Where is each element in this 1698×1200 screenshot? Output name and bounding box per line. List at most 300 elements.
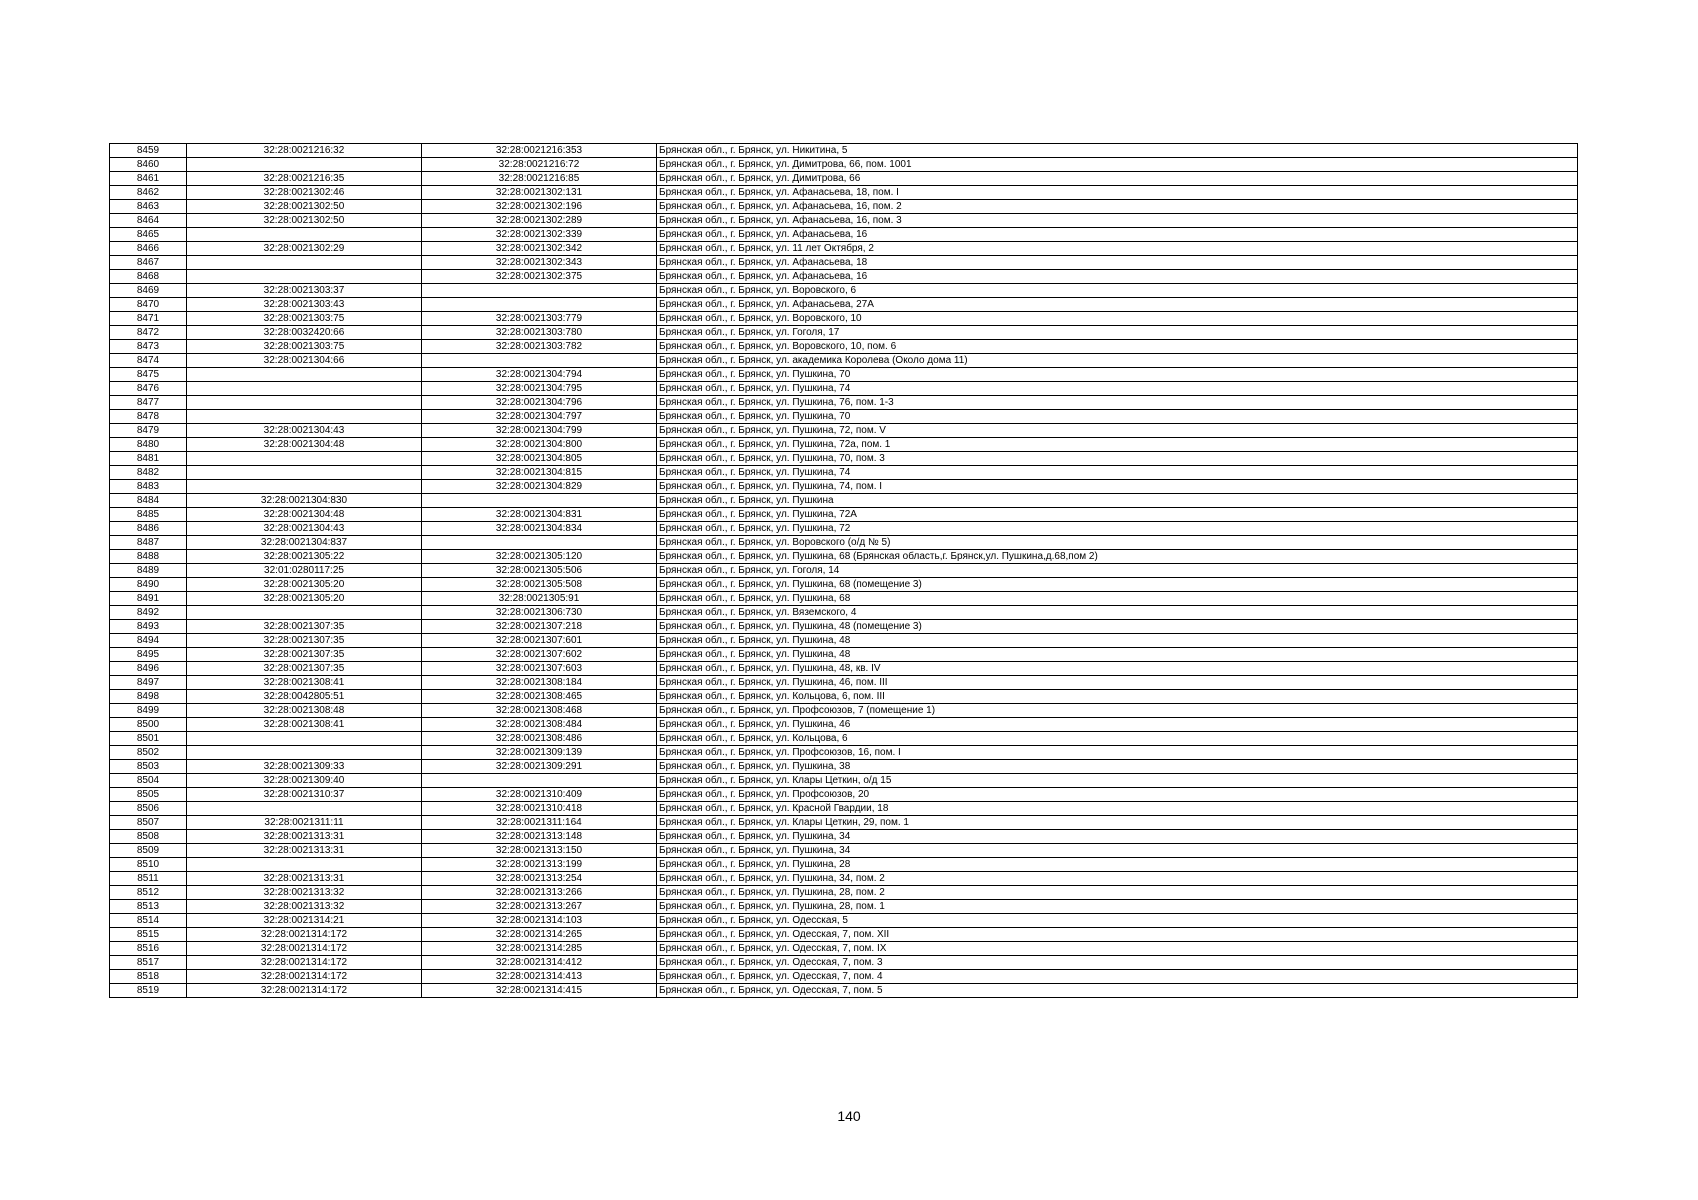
row-number-cell: 8463 [110,200,187,214]
table-row [110,662,1578,676]
table-row [110,886,1578,900]
address-cell: Брянская обл., г. Брянск, ул. Одесская, 7, пом. 3 [657,956,1578,970]
object-cadastral-number-cell: 32:28:0021216:72 [422,158,657,172]
row-number-cell: 8516 [110,942,187,956]
table-row [110,368,1578,382]
land-cadastral-number-cell: 32:28:0021309:40 [187,774,422,788]
address-cell: Брянская обл., г. Брянск, ул. Пушкина, 68 (Брянская область,г. Брянск,ул. Пушкина,д.68,пом 2) [657,550,1578,564]
object-cadastral-number-cell: 32:28:0021305:120 [422,550,657,564]
address-cell: Брянская обл., г. Брянск, ул. 11 лет Октября, 2 [657,242,1578,256]
object-cadastral-number-cell: 32:28:0021314:415 [422,984,657,998]
land-cadastral-number-cell: 32:28:0021304:48 [187,508,422,522]
land-cadastral-number-cell: 32:28:0021307:35 [187,634,422,648]
object-cadastral-number-cell: 32:28:0021302:196 [422,200,657,214]
table-row [110,382,1578,396]
land-cadastral-number-cell [187,858,422,872]
object-cadastral-number-cell [422,494,657,508]
table-row [110,424,1578,438]
object-cadastral-number-cell: 32:28:0021302:131 [422,186,657,200]
row-number-cell: 8459 [110,144,187,158]
table-row [110,326,1578,340]
row-number-cell: 8476 [110,382,187,396]
object-cadastral-number-cell: 32:28:0021304:815 [422,466,657,480]
row-number-cell: 8512 [110,886,187,900]
land-cadastral-number-cell: 32:28:0021314:172 [187,942,422,956]
row-number-cell: 8482 [110,466,187,480]
row-number-cell: 8478 [110,410,187,424]
row-number-cell: 8508 [110,830,187,844]
object-cadastral-number-cell: 32:28:0021314:413 [422,970,657,984]
land-cadastral-number-cell: 32:28:0021314:172 [187,970,422,984]
address-cell: Брянская обл., г. Брянск, ул. Одесская, 5 [657,914,1578,928]
address-cell: Брянская обл., г. Брянск, ул. академика Королева (Около дома 11) [657,354,1578,368]
object-cadastral-number-cell: 32:28:0021304:834 [422,522,657,536]
land-cadastral-number-cell [187,606,422,620]
object-cadastral-number-cell: 32:28:0021311:164 [422,816,657,830]
object-cadastral-number-cell: 32:28:0021310:409 [422,788,657,802]
address-cell: Брянская обл., г. Брянск, ул. Пушкина, 28, пом. 1 [657,900,1578,914]
address-cell: Брянская обл., г. Брянск, ул. Клары Цеткин, о/д 15 [657,774,1578,788]
table-row [110,480,1578,494]
object-cadastral-number-cell: 32:28:0021309:291 [422,760,657,774]
land-cadastral-number-cell: 32:28:0021310:37 [187,788,422,802]
row-number-cell: 8491 [110,592,187,606]
row-number-cell: 8473 [110,340,187,354]
land-cadastral-number-cell: 32:28:0021305:20 [187,578,422,592]
row-number-cell: 8465 [110,228,187,242]
object-cadastral-number-cell: 32:28:0021304:796 [422,396,657,410]
row-number-cell: 8504 [110,774,187,788]
land-cadastral-number-cell: 32:28:0021304:830 [187,494,422,508]
row-number-cell: 8474 [110,354,187,368]
object-cadastral-number-cell: 32:28:0021302:342 [422,242,657,256]
object-cadastral-number-cell: 32:28:0021308:486 [422,732,657,746]
table-row [110,648,1578,662]
row-number-cell: 8517 [110,956,187,970]
table-row [110,760,1578,774]
object-cadastral-number-cell: 32:28:0021302:289 [422,214,657,228]
land-cadastral-number-cell: 32:28:0021216:35 [187,172,422,186]
land-cadastral-number-cell [187,256,422,270]
object-cadastral-number-cell: 32:28:0021309:139 [422,746,657,760]
land-cadastral-number-cell: 32:28:0021305:20 [187,592,422,606]
object-cadastral-number-cell: 32:28:0021314:285 [422,942,657,956]
address-cell: Брянская обл., г. Брянск, ул. Пушкина, 68 (помещение 3) [657,578,1578,592]
table-row [110,872,1578,886]
row-number-cell: 8464 [110,214,187,228]
land-cadastral-number-cell: 32:28:0021308:41 [187,718,422,732]
land-cadastral-number-cell [187,732,422,746]
table-row [110,452,1578,466]
object-cadastral-number-cell [422,298,657,312]
row-number-cell: 8470 [110,298,187,312]
address-cell: Брянская обл., г. Брянск, ул. Пушкина, 72 [657,522,1578,536]
row-number-cell: 8492 [110,606,187,620]
address-cell: Брянская обл., г. Брянск, ул. Пушкина [657,494,1578,508]
address-cell: Брянская обл., г. Брянск, ул. Пушкина, 70, пом. 3 [657,452,1578,466]
table-row [110,256,1578,270]
address-cell: Брянская обл., г. Брянск, ул. Пушкина, 72А [657,508,1578,522]
table-row [110,494,1578,508]
object-cadastral-number-cell: 32:28:0021303:782 [422,340,657,354]
address-cell: Брянская обл., г. Брянск, ул. Воровского, 6 [657,284,1578,298]
table-row [110,816,1578,830]
address-cell: Брянская обл., г. Брянск, ул. Пушкина, 34 [657,830,1578,844]
object-cadastral-number-cell: 32:28:0021304:799 [422,424,657,438]
land-cadastral-number-cell [187,368,422,382]
address-cell: Брянская обл., г. Брянск, ул. Клары Цеткин, 29, пом. 1 [657,816,1578,830]
table-row [110,774,1578,788]
land-cadastral-number-cell: 32:28:0021216:32 [187,144,422,158]
row-number-cell: 8488 [110,550,187,564]
row-number-cell: 8487 [110,536,187,550]
land-cadastral-number-cell: 32:28:0021314:172 [187,956,422,970]
address-cell: Брянская обл., г. Брянск, ул. Пушкина, 28, пом. 2 [657,886,1578,900]
object-cadastral-number-cell: 32:28:0021305:91 [422,592,657,606]
land-cadastral-number-cell: 32:28:0021303:43 [187,298,422,312]
land-cadastral-number-cell: 32:28:0021309:33 [187,760,422,774]
table-row [110,732,1578,746]
land-cadastral-number-cell [187,410,422,424]
table-row [110,200,1578,214]
land-cadastral-number-cell: 32:28:0021304:43 [187,522,422,536]
address-cell: Брянская обл., г. Брянск, ул. Кольцова, 6 [657,732,1578,746]
row-number-cell: 8519 [110,984,187,998]
address-cell: Брянская обл., г. Брянск, ул. Одесская, 7, пом. IX [657,942,1578,956]
property-registry-table [109,143,1578,998]
object-cadastral-number-cell: 32:28:0021306:730 [422,606,657,620]
address-cell: Брянская обл., г. Брянск, ул. Профсоюзов, 20 [657,788,1578,802]
table-row [110,830,1578,844]
address-cell: Брянская обл., г. Брянск, ул. Афанасьева, 27А [657,298,1578,312]
address-cell: Брянская обл., г. Брянск, ул. Пушкина, 48 (помещение 3) [657,620,1578,634]
land-cadastral-number-cell: 32:28:0021304:43 [187,424,422,438]
row-number-cell: 8503 [110,760,187,774]
table-row [110,298,1578,312]
address-cell: Брянская обл., г. Брянск, ул. Афанасьева, 16, пом. 2 [657,200,1578,214]
table-row [110,340,1578,354]
object-cadastral-number-cell: 32:28:0021314:265 [422,928,657,942]
address-cell: Брянская обл., г. Брянск, ул. Пушкина, 68 [657,592,1578,606]
table-row [110,676,1578,690]
land-cadastral-number-cell: 32:28:0021314:21 [187,914,422,928]
land-cadastral-number-cell: 32:28:0021308:41 [187,676,422,690]
address-cell: Брянская обл., г. Брянск, ул. Пушкина, 74, пом. I [657,480,1578,494]
land-cadastral-number-cell [187,396,422,410]
row-number-cell: 8462 [110,186,187,200]
land-cadastral-number-cell: 32:28:0021302:29 [187,242,422,256]
object-cadastral-number-cell: 32:28:0021302:339 [422,228,657,242]
land-cadastral-number-cell [187,802,422,816]
table-row [110,144,1578,158]
object-cadastral-number-cell: 32:28:0021302:343 [422,256,657,270]
address-cell: Брянская обл., г. Брянск, ул. Одесская, 7, пом. XII [657,928,1578,942]
table-row [110,508,1578,522]
table-row [110,564,1578,578]
land-cadastral-number-cell [187,382,422,396]
table-row [110,984,1578,998]
address-cell: Брянская обл., г. Брянск, ул. Пушкина, 34, пом. 2 [657,872,1578,886]
object-cadastral-number-cell: 32:28:0021216:85 [422,172,657,186]
row-number-cell: 8493 [110,620,187,634]
land-cadastral-number-cell: 32:28:0021303:37 [187,284,422,298]
table-row [110,242,1578,256]
object-cadastral-number-cell: 32:28:0021216:353 [422,144,657,158]
land-cadastral-number-cell: 32:28:0021303:75 [187,340,422,354]
row-number-cell: 8502 [110,746,187,760]
address-cell: Брянская обл., г. Брянск, ул. Афанасьева, 16 [657,228,1578,242]
table-row [110,270,1578,284]
table-row [110,746,1578,760]
address-cell: Брянская обл., г. Брянск, ул. Профсоюзов, 16, пом. I [657,746,1578,760]
land-cadastral-number-cell: 32:28:0021303:75 [187,312,422,326]
address-cell: Брянская обл., г. Брянск, ул. Пушкина, 46 [657,718,1578,732]
object-cadastral-number-cell: 32:28:0021313:148 [422,830,657,844]
row-number-cell: 8513 [110,900,187,914]
row-number-cell: 8490 [110,578,187,592]
address-cell: Брянская обл., г. Брянск, ул. Пушкина, 70 [657,368,1578,382]
object-cadastral-number-cell: 32:28:0021303:780 [422,326,657,340]
table-row [110,956,1578,970]
land-cadastral-number-cell [187,158,422,172]
object-cadastral-number-cell: 32:28:0021314:412 [422,956,657,970]
land-cadastral-number-cell: 32:28:0021313:31 [187,872,422,886]
row-number-cell: 8494 [110,634,187,648]
land-cadastral-number-cell: 32:28:0021313:32 [187,900,422,914]
land-cadastral-number-cell: 32:28:0032420:66 [187,326,422,340]
land-cadastral-number-cell [187,746,422,760]
table-row [110,158,1578,172]
object-cadastral-number-cell: 32:28:0021313:267 [422,900,657,914]
table-row [110,928,1578,942]
object-cadastral-number-cell: 32:28:0021304:795 [422,382,657,396]
address-cell: Брянская обл., г. Брянск, ул. Пушкина, 48 [657,634,1578,648]
address-cell: Брянская обл., г. Брянск, ул. Афанасьева, 16, пом. 3 [657,214,1578,228]
table-row [110,396,1578,410]
land-cadastral-number-cell [187,228,422,242]
object-cadastral-number-cell: 32:28:0021304:794 [422,368,657,382]
address-cell: Брянская обл., г. Брянск, ул. Пушкина, 28 [657,858,1578,872]
object-cadastral-number-cell: 32:28:0021308:484 [422,718,657,732]
land-cadastral-number-cell: 32:28:0021304:66 [187,354,422,368]
table-row [110,634,1578,648]
row-number-cell: 8511 [110,872,187,886]
table-row [110,522,1578,536]
address-cell: Брянская обл., г. Брянск, ул. Пушкина, 74 [657,382,1578,396]
row-number-cell: 8469 [110,284,187,298]
object-cadastral-number-cell: 32:28:0021304:800 [422,438,657,452]
address-cell: Брянская обл., г. Брянск, ул. Никитина, 5 [657,144,1578,158]
land-cadastral-number-cell: 32:28:0021302:50 [187,200,422,214]
row-number-cell: 8483 [110,480,187,494]
address-cell: Брянская обл., г. Брянск, ул. Гоголя, 14 [657,564,1578,578]
object-cadastral-number-cell: 32:28:0021313:150 [422,844,657,858]
object-cadastral-number-cell: 32:28:0021302:375 [422,270,657,284]
land-cadastral-number-cell [187,466,422,480]
table-row [110,354,1578,368]
table-row [110,172,1578,186]
address-cell: Брянская обл., г. Брянск, ул. Пушкина, 38 [657,760,1578,774]
land-cadastral-number-cell: 32:01:0280117:25 [187,564,422,578]
table-row [110,718,1578,732]
row-number-cell: 8496 [110,662,187,676]
table-row [110,900,1578,914]
address-cell: Брянская обл., г. Брянск, ул. Димитрова, 66, пом. 1001 [657,158,1578,172]
land-cadastral-number-cell: 32:28:0021314:172 [187,928,422,942]
table-row [110,620,1578,634]
object-cadastral-number-cell: 32:28:0021305:508 [422,578,657,592]
land-cadastral-number-cell: 32:28:0021302:50 [187,214,422,228]
row-number-cell: 8466 [110,242,187,256]
row-number-cell: 8479 [110,424,187,438]
row-number-cell: 8460 [110,158,187,172]
table-row [110,284,1578,298]
row-number-cell: 8510 [110,858,187,872]
row-number-cell: 8467 [110,256,187,270]
address-cell: Брянская обл., г. Брянск, ул. Пушкина, 46, пом. III [657,676,1578,690]
land-cadastral-number-cell: 32:28:0021311:11 [187,816,422,830]
address-cell: Брянская обл., г. Брянск, ул. Афанасьева, 16 [657,270,1578,284]
row-number-cell: 8461 [110,172,187,186]
land-cadastral-number-cell: 32:28:0021307:35 [187,648,422,662]
land-cadastral-number-cell: 32:28:0021304:48 [187,438,422,452]
land-cadastral-number-cell [187,452,422,466]
table-row [110,578,1578,592]
object-cadastral-number-cell: 32:28:0021307:603 [422,662,657,676]
object-cadastral-number-cell [422,284,657,298]
row-number-cell: 8507 [110,816,187,830]
table-row [110,312,1578,326]
land-cadastral-number-cell: 32:28:0021313:32 [187,886,422,900]
table-row [110,466,1578,480]
object-cadastral-number-cell: 32:28:0021308:468 [422,704,657,718]
land-cadastral-number-cell: 32:28:0021314:172 [187,984,422,998]
address-cell: Брянская обл., г. Брянск, ул. Воровского, 10 [657,312,1578,326]
row-number-cell: 8506 [110,802,187,816]
table-row [110,788,1578,802]
object-cadastral-number-cell: 32:28:0021304:829 [422,480,657,494]
registry-table-body [110,144,1578,998]
row-number-cell: 8509 [110,844,187,858]
row-number-cell: 8486 [110,522,187,536]
row-number-cell: 8505 [110,788,187,802]
address-cell: Брянская обл., г. Брянск, ул. Вяземского, 4 [657,606,1578,620]
address-cell: Брянская обл., г. Брянск, ул. Пушкина, 76, пом. 1-3 [657,396,1578,410]
object-cadastral-number-cell: 32:28:0021308:184 [422,676,657,690]
row-number-cell: 8477 [110,396,187,410]
address-cell: Брянская обл., г. Брянск, ул. Гоголя, 17 [657,326,1578,340]
row-number-cell: 8475 [110,368,187,382]
table-row [110,844,1578,858]
object-cadastral-number-cell: 32:28:0021303:779 [422,312,657,326]
address-cell: Брянская обл., г. Брянск, ул. Пушкина, 72а, пом. 1 [657,438,1578,452]
land-cadastral-number-cell: 32:28:0021313:31 [187,844,422,858]
land-cadastral-number-cell: 32:28:0021307:35 [187,662,422,676]
object-cadastral-number-cell: 32:28:0021304:805 [422,452,657,466]
row-number-cell: 8485 [110,508,187,522]
land-cadastral-number-cell: 32:28:0042805:51 [187,690,422,704]
table-row [110,214,1578,228]
table-row [110,410,1578,424]
address-cell: Брянская обл., г. Брянск, ул. Одесская, 7, пом. 4 [657,970,1578,984]
row-number-cell: 8489 [110,564,187,578]
land-cadastral-number-cell [187,480,422,494]
table-row [110,914,1578,928]
address-cell: Брянская обл., г. Брянск, ул. Пушкина, 72, пом. V [657,424,1578,438]
land-cadastral-number-cell: 32:28:0021305:22 [187,550,422,564]
table-row [110,802,1578,816]
object-cadastral-number-cell: 32:28:0021307:601 [422,634,657,648]
address-cell: Брянская обл., г. Брянск, ул. Пушкина, 48 [657,648,1578,662]
object-cadastral-number-cell: 32:28:0021313:254 [422,872,657,886]
table-row [110,606,1578,620]
address-cell: Брянская обл., г. Брянск, ул. Димитрова, 66 [657,172,1578,186]
table-row [110,970,1578,984]
object-cadastral-number-cell: 32:28:0021307:602 [422,648,657,662]
table-row [110,704,1578,718]
address-cell: Брянская обл., г. Брянск, ул. Красной Гвардии, 18 [657,802,1578,816]
row-number-cell: 8480 [110,438,187,452]
row-number-cell: 8484 [110,494,187,508]
land-cadastral-number-cell: 32:28:0021304:837 [187,536,422,550]
object-cadastral-number-cell: 32:28:0021304:797 [422,410,657,424]
row-number-cell: 8481 [110,452,187,466]
object-cadastral-number-cell [422,774,657,788]
land-cadastral-number-cell: 32:28:0021307:35 [187,620,422,634]
land-cadastral-number-cell: 32:28:0021302:46 [187,186,422,200]
row-number-cell: 8468 [110,270,187,284]
page-number: 140 [837,1108,861,1124]
row-number-cell: 8514 [110,914,187,928]
table-row [110,858,1578,872]
object-cadastral-number-cell: 32:28:0021314:103 [422,914,657,928]
row-number-cell: 8518 [110,970,187,984]
object-cadastral-number-cell: 32:28:0021305:506 [422,564,657,578]
object-cadastral-number-cell [422,354,657,368]
address-cell: Брянская обл., г. Брянск, ул. Воровского (о/д № 5) [657,536,1578,550]
address-cell: Брянская обл., г. Брянск, ул. Воровского, 10, пом. 6 [657,340,1578,354]
land-cadastral-number-cell: 32:28:0021313:31 [187,830,422,844]
address-cell: Брянская обл., г. Брянск, ул. Пушкина, 70 [657,410,1578,424]
object-cadastral-number-cell: 32:28:0021313:266 [422,886,657,900]
table-row [110,186,1578,200]
object-cadastral-number-cell: 32:28:0021304:831 [422,508,657,522]
object-cadastral-number-cell [422,536,657,550]
object-cadastral-number-cell: 32:28:0021310:418 [422,802,657,816]
row-number-cell: 8499 [110,704,187,718]
object-cadastral-number-cell: 32:28:0021308:465 [422,690,657,704]
row-number-cell: 8472 [110,326,187,340]
address-cell: Брянская обл., г. Брянск, ул. Пушкина, 34 [657,844,1578,858]
address-cell: Брянская обл., г. Брянск, ул. Одесская, 7, пом. 5 [657,984,1578,998]
address-cell: Брянская обл., г. Брянск, ул. Пушкина, 74 [657,466,1578,480]
row-number-cell: 8501 [110,732,187,746]
row-number-cell: 8497 [110,676,187,690]
land-cadastral-number-cell [187,270,422,284]
row-number-cell: 8498 [110,690,187,704]
land-cadastral-number-cell: 32:28:0021308:48 [187,704,422,718]
table-row [110,228,1578,242]
row-number-cell: 8515 [110,928,187,942]
address-cell: Брянская обл., г. Брянск, ул. Афанасьева, 18 [657,256,1578,270]
row-number-cell: 8495 [110,648,187,662]
row-number-cell: 8500 [110,718,187,732]
table-row [110,438,1578,452]
table-row [110,690,1578,704]
address-cell: Брянская обл., г. Брянск, ул. Афанасьева, 18, пом. I [657,186,1578,200]
table-row [110,536,1578,550]
table-row [110,592,1578,606]
